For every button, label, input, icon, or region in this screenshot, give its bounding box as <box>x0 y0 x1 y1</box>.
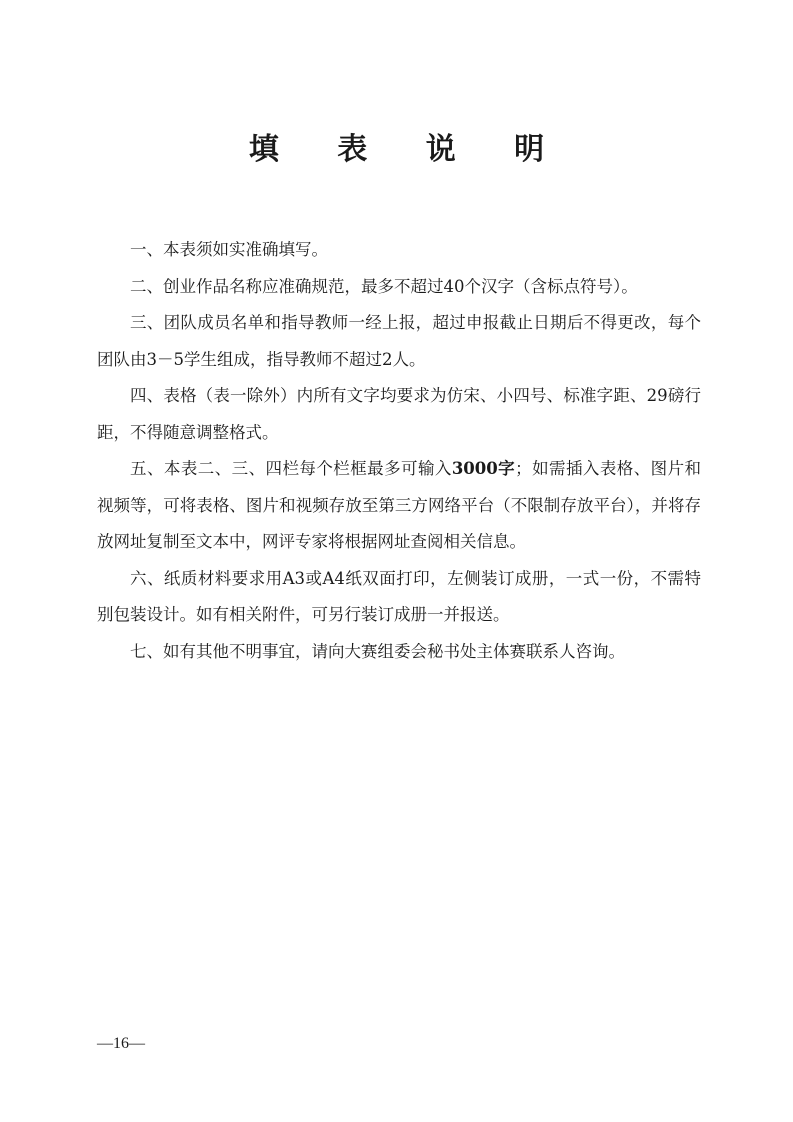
instruction-text: 一、本表须如实准确填写。 <box>130 240 328 259</box>
instructions-body <box>97 232 701 670</box>
instruction-text: 三、团队成员名单和指导教师一经上报，超过申报截止日期后不得更改，每个团队由3－5学生组成，指导教师不超过2人。 <box>97 313 701 369</box>
instruction-text: ；如需插入表格、图片和视频等，可将表格、图片和视频存放至第三方网络平台（不限制存放平台），并将存放网址复制至文本中，网评专家将根据网址查阅相关信息。 <box>97 459 701 551</box>
instruction-text: 七、如有其他不明事宜，请向大赛组委会秘书处主体赛联系人咨询。 <box>130 641 625 661</box>
word-limit-emphasis: 3000字 <box>451 459 516 478</box>
instruction-text: 五、本表二、三、四栏每个栏框最多可输入 <box>130 459 452 478</box>
instruction-item-7 <box>97 634 701 671</box>
instruction-text: 二、创业作品名称应准确规范，最多不超过40个汉字（含标点符号）。 <box>130 276 638 296</box>
instruction-item-6 <box>97 561 701 634</box>
instruction-item-3 <box>97 305 701 378</box>
page-title: 填 表 说 明 <box>248 132 569 167</box>
page-number: —16— <box>97 1035 145 1052</box>
instruction-text: 四、表格（表一除外）内所有文字均要求为仿宋、小四号、标准字距、29磅行距，不得随意调整格式。 <box>97 386 701 442</box>
instruction-text: 六、纸质材料要求用A3或A4纸双面打印，左侧装订成册，一式一份，不需特别包装设计。如有相关附件，可另行装订成册一并报送。 <box>97 568 701 624</box>
instruction-item-1 <box>97 232 701 269</box>
instruction-item-4 <box>97 378 701 451</box>
instruction-item-5 <box>97 451 701 561</box>
instruction-item-2 <box>97 269 701 306</box>
